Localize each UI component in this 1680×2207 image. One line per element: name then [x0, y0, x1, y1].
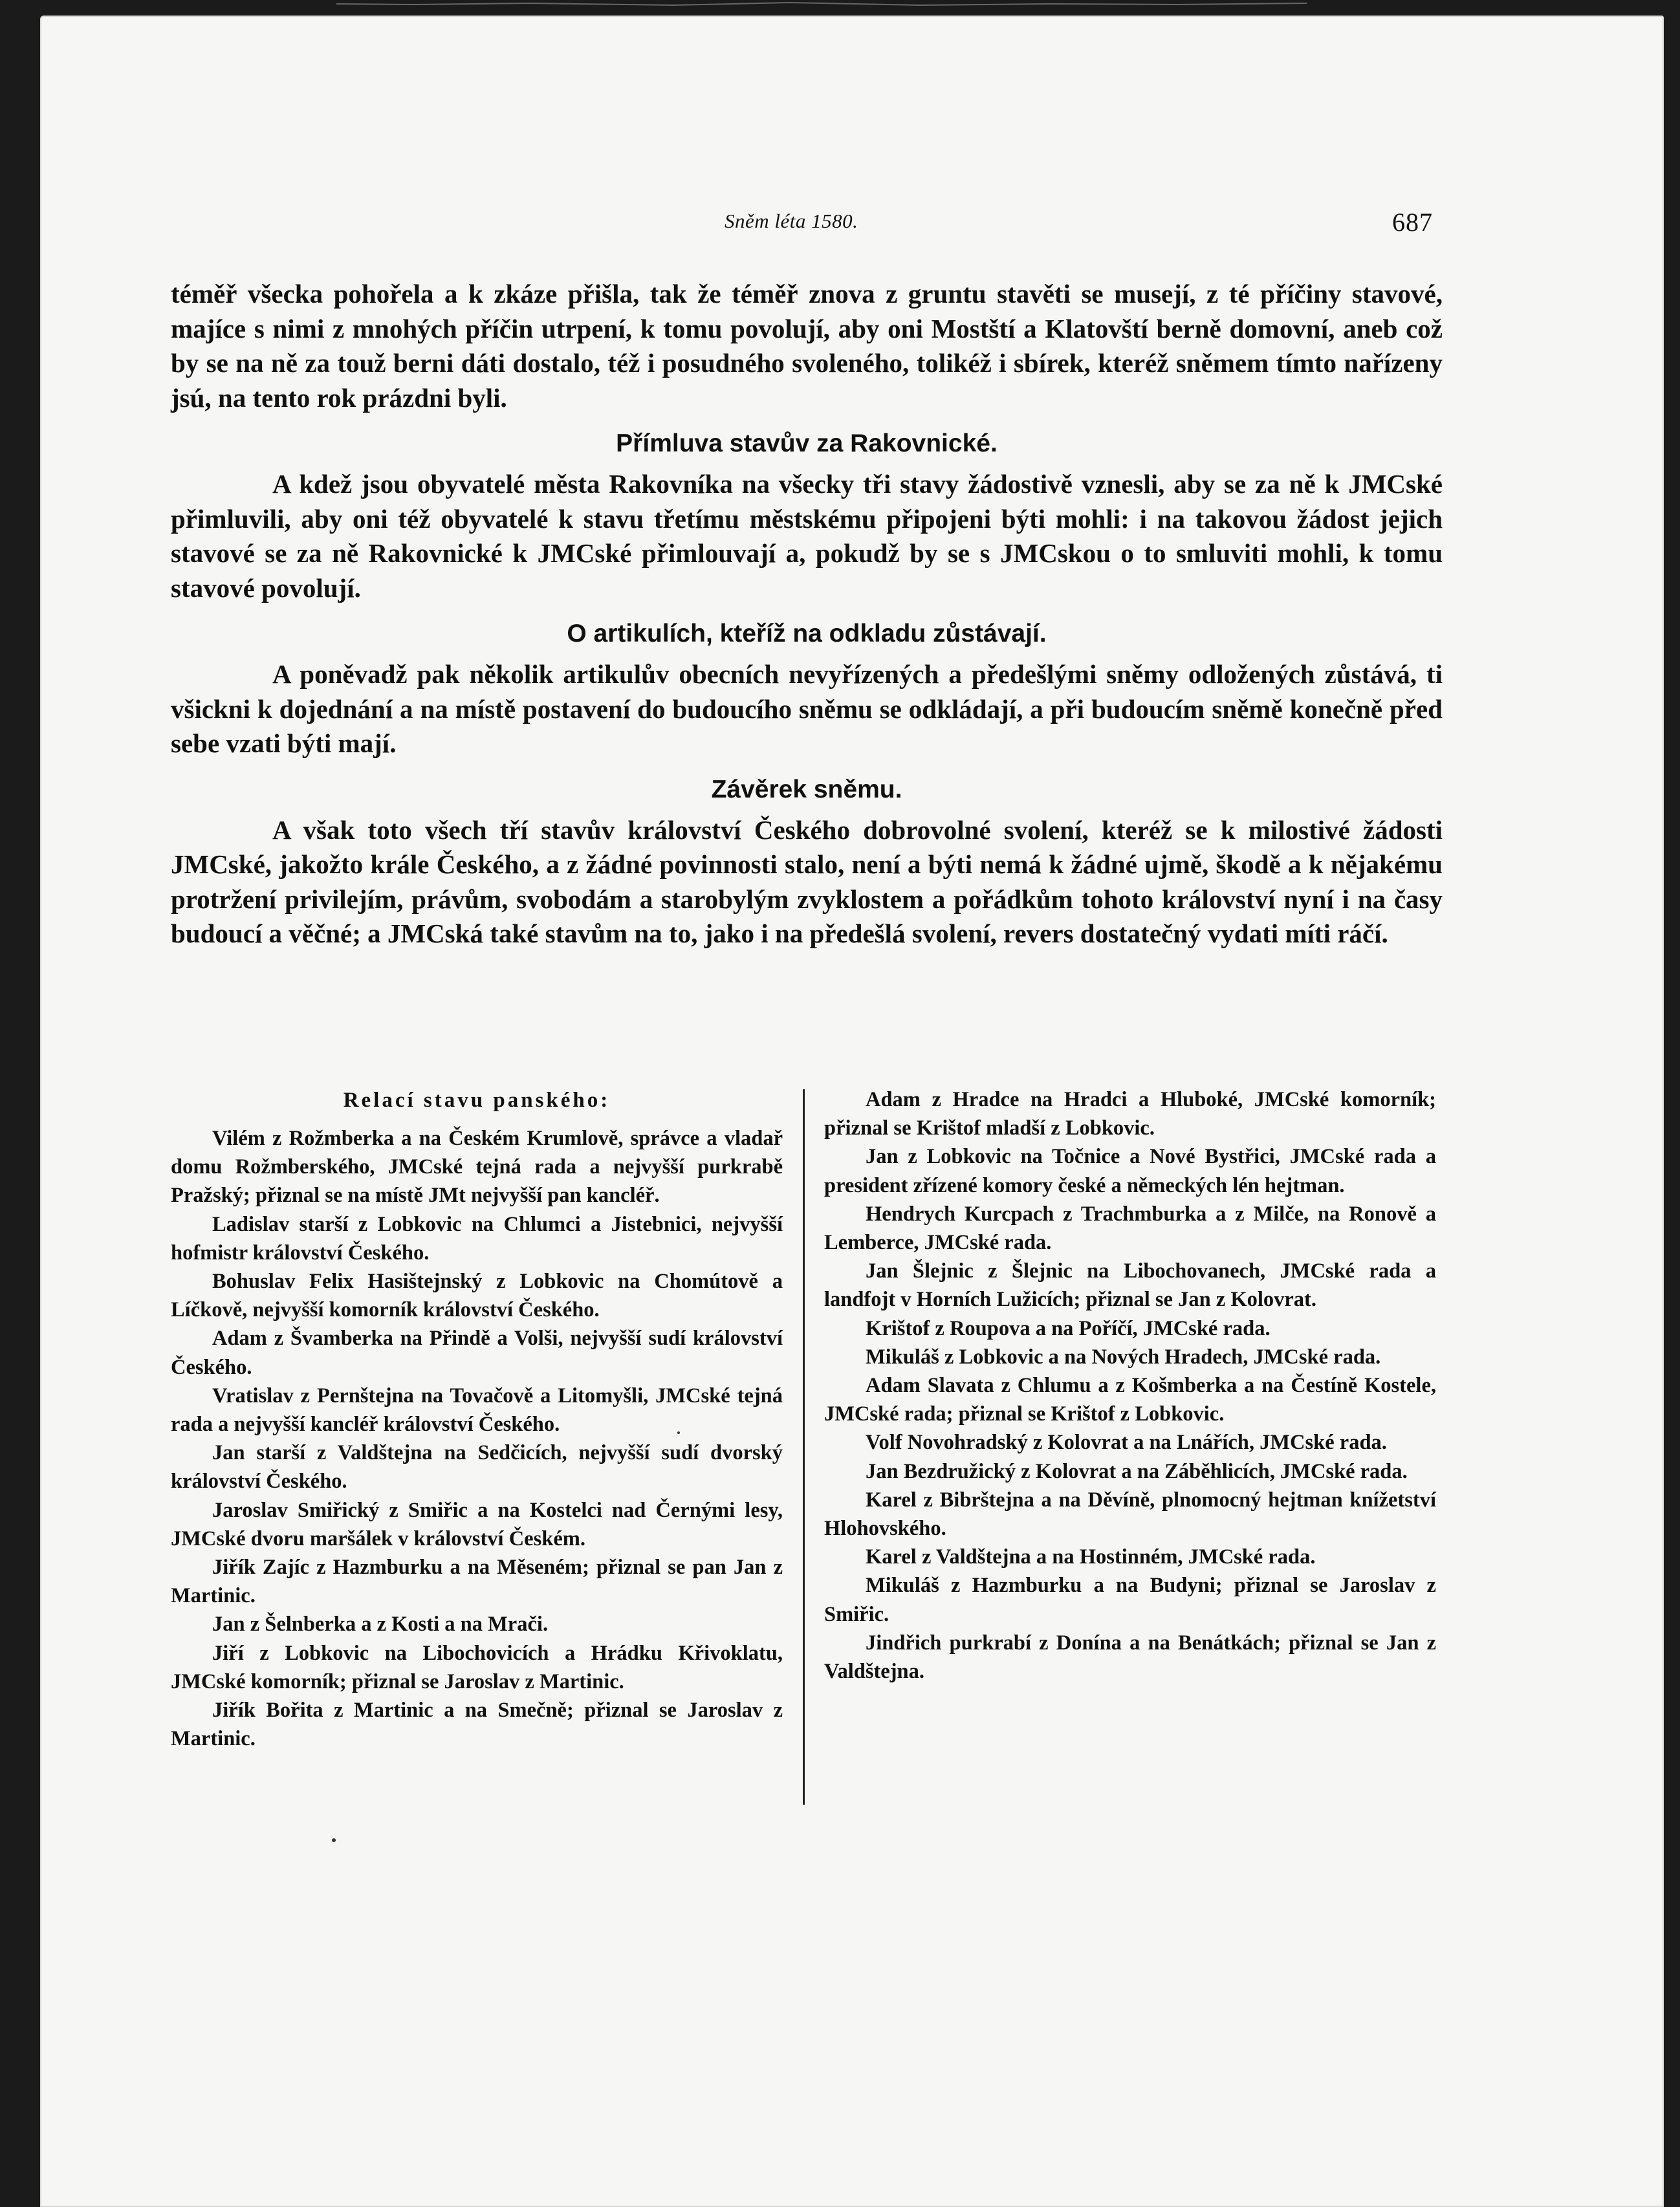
- scan-speck: [677, 1431, 680, 1434]
- relation-entry: Adam z Hradce na Hradci a Hluboké, JMCské komorník; přiznal se Krištof mladší z Lobkovic.: [824, 1088, 1436, 1140]
- paragraph: téměř všecka pohořela a k zkáze přišla, tak že téměř znova z gruntu stavěti se musejí, z té příčiny stavové, majíce s nimi z mnohých příčin utrpení, k tomu povolují, aby oni Mostští a Klatovští berně domovní, aneb což by se na ně za touž berni dáti dostalo, též i posudného svoleného, tolikéž i sbírek, kteréž sněmem tímto nařízeny jsú, na tento rok prázdni byli.: [171, 279, 1443, 413]
- relation-heading: Relací stavu panského:: [343, 1089, 611, 1112]
- relation-right-column: [824, 1085, 1436, 1686]
- paragraph: A však toto všech tří stavův království Českého dobrovolné svolení, kteréž se k milostivé žádosti JMCské, jakožto krále Českého, a z žádné povinnosti stalo, není a býti nemá k žádné ujmě, škodě a k nějakému protržení privilejím, právům, svobodám a starobylým zvyklostem a pořádkům tohoto království nyní i na časy budoucí a věčné; a JMCská také stavům na to, jako i na předešlá svolení, revers dostatečný vydati míti ráčí.: [171, 814, 1443, 948]
- relation-entry: Adam Slavata z Chlumu a z Košmberka a na Čestíně Kostele, JMCské rada; přiznal se Krištof z Lobkovic.: [824, 1374, 1436, 1426]
- relation-entry: Jan Bezdružický z Kolovrat a na Záběhlicích, JMCské rada.: [866, 1459, 1408, 1483]
- relation-entry: Krištof z Roupova a na Poříčí, JMCské rada.: [866, 1316, 1271, 1340]
- torn-top-edge: [336, 0, 1307, 6]
- relation-columns: [171, 1085, 1443, 1810]
- relation-entry: Jan Šlejnic z Šlejnic na Libochovanech, JMCské rada a landfojt v Horních Lužicích; přiznal se Jan z Kolovrat.: [824, 1259, 1436, 1312]
- relation-entry: Adam z Švamberka na Přindě a Volši, nejvyšší sudí království Českého.: [171, 1327, 783, 1379]
- column-divider: [803, 1089, 805, 1805]
- page-number: 687: [1392, 208, 1433, 237]
- relation-entry: Jiřík Zajíc z Hazmburku a na Měseném; přiznal se pan Jan z Martinic.: [171, 1556, 783, 1608]
- relation-entry: Vilém z Rožmberka a na Českém Krumlově, správce a vladař domu Rožmberského, JMCské tejná rada a nejvyšší purkrabě Pražský; přiznal se na místě JMt nejvyšší pan kancléř.: [171, 1127, 783, 1208]
- relation-entry: Mikuláš z Lobkovic a na Nových Hradech, JMCské rada.: [866, 1345, 1381, 1369]
- main-text: [171, 277, 1443, 951]
- paragraph: A kdež jsou obyvatelé města Rakovníka na všecky tři stavy žádostivě vznesli, aby se za ně k JMCské přimluvili, aby oni též obyvatelé k stavu třetímu městskému připojeni býti mohli: i na takovou žádost jejich stavové se za ně Rakovnické k JMCské přimlouvají a, pokudž by se s JMCskou o to smluviti mohli, k tomu stavové povolují.: [171, 469, 1443, 603]
- relation-entry: Jan starší z Valdštejna na Sedčicích, nejvyšší sudí dvorský království Českého.: [171, 1441, 783, 1494]
- section-heading: O artikulích, kteříž na odkladu zůstávají.: [567, 620, 1047, 647]
- relation-entry: Volf Novohradský z Kolovrat a na Lnářích, JMCské rada.: [866, 1431, 1387, 1455]
- relation-entry: Jan z Lobkovic na Točnice a Nové Bystřici, JMCské rada a president zřízené komory české a německých lén hejtman.: [824, 1145, 1436, 1197]
- relation-entry: Ladislav starší z Lobkovic na Chlumci a Jistebnici, nejvyšší hofmistr království Českého.: [171, 1212, 783, 1265]
- relation-entry: Jiřík Bořita z Martinic a na Smečně; přiznal se Jaroslav z Martinic.: [171, 1699, 783, 1751]
- running-title: Sněm léta 1580.: [725, 210, 858, 232]
- relation-entry: Jindřich purkrabí z Donína a na Benátkách; přiznal se Jan z Valdštejna.: [824, 1631, 1436, 1684]
- paragraph: A poněvadž pak několik artikulův obecních nevyřízených a předešlými sněmy odložených zůstává, ti všickni k dojednání a na místě postavení do budoucího sněmu se odkládají, a při budoucím sněmě konečně před sebe vzati býti mají.: [171, 659, 1443, 758]
- relation-left-column: [171, 1085, 783, 1753]
- relation-entry: Mikuláš z Hazmburku a na Budyni; přiznal se Jaroslav z Smiřic.: [824, 1574, 1436, 1626]
- relation-entry: Vratislav z Pernštejna na Tovačově a Litomyšli, JMCské tejná rada a nejvyšší kancléř království Českého.: [171, 1384, 783, 1437]
- relation-entry: Bohuslav Felix Hasištejnský z Lobkovic na Chomútově a Líčkově, nejvyšší komorník království Českého.: [171, 1270, 783, 1322]
- section-heading: Závěrek sněmu.: [711, 775, 902, 803]
- scan-speck: [332, 1838, 336, 1842]
- relation-entry: Jaroslav Smiřický z Smiřic a na Kostelci nad Černými lesy, JMCské dvoru maršálek v království Českém.: [171, 1498, 783, 1550]
- section-heading: Přímluva stavův za Rakovnické.: [616, 429, 998, 457]
- relation-entry: Karel z Bibrštejna a na Děvíně, plnomocný hejtman knížetství Hlohovského.: [824, 1488, 1436, 1541]
- running-head: [0, 207, 1680, 246]
- relation-entry: Karel z Valdštejna a na Hostinném, JMCské rada.: [866, 1545, 1316, 1569]
- relation-entry: Hendrych Kurcpach z Trachmburka a z Milče, na Ronově a Lemberce, JMCské rada.: [824, 1202, 1436, 1255]
- relation-entry: Jan z Šelnberka a z Kosti a na Mrači.: [212, 1613, 549, 1636]
- relation-entry: Jiří z Lobkovic na Libochovicích a Hrádku Křivoklatu, JMCské komorník; přiznal se Jaroslav z Martinic.: [171, 1641, 783, 1693]
